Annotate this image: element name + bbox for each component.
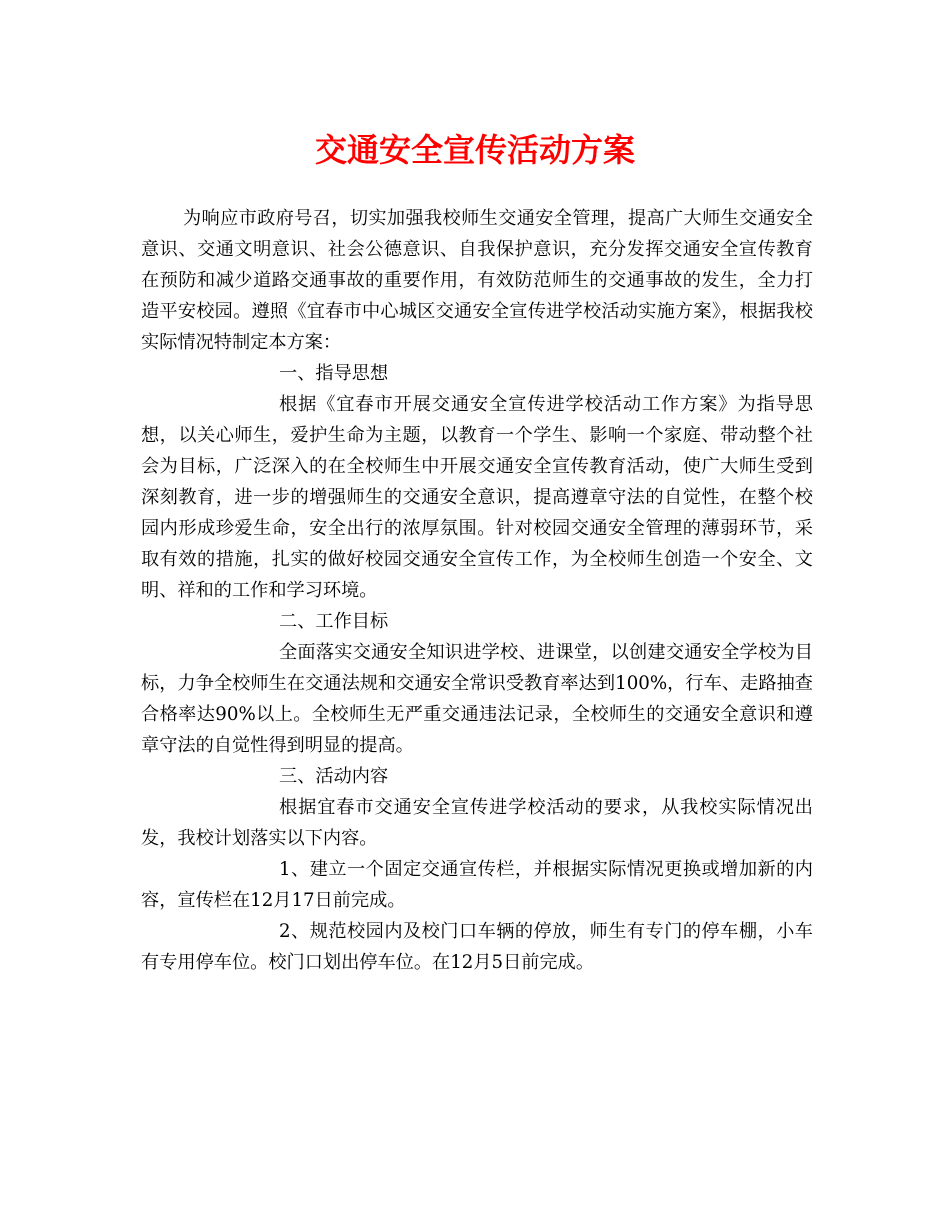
activity-content-paragraph: 根据宜春市交通安全宣传进学校活动的要求，从我校实际情况出发，我校计划落实以下内容。: [141, 797, 813, 849]
document-title: 交通安全宣传活动方案: [314, 131, 635, 169]
activity-item-2: 2、规范校园内及校门口车辆的停放，师生有专门的停车棚，小车有专用停车位。校门口划出停车位。在12月5日前完成。: [141, 921, 813, 973]
section-heading-guiding-ideology: 一、指导思想: [279, 363, 389, 384]
intro-paragraph: 为响应市政府号召，切实加强我校师生交通安全管理，提高广大师生交通安全意识、交通文明意识、社会公德意识、自我保护意识，充分发挥交通安全宣传教育在预防和减少道路交通事故的重要作用，有效防范师生的交通事故的发生，全力打造平安校园。遵照《宜春市中心城区交通安全宣传进学校活动实施方案》，根据我校实际情况特制定本方案：: [141, 208, 813, 353]
activity-item-1: 1、建立一个固定交通宣传栏，并根据实际情况更换或增加新的内容，宣传栏在12月17日前完成。: [141, 859, 813, 911]
work-goals-paragraph: 全面落实交通安全知识进学校、进课堂，以创建交通安全学校为目标，力争全校师生在交通法规和交通安全常识受教育率达到100%，行车、走路抽查合格率达90%以上。全校师生无严重交通违法记录，全校师生的交通安全意识和遵章守法的自觉性得到明显的提高。: [141, 642, 813, 756]
section-heading-activity-content: 三、活动内容: [279, 766, 389, 787]
section-heading-work-goals: 二、工作目标: [279, 611, 389, 632]
document-body: [141, 203, 813, 978]
guiding-ideology-paragraph: 根据《宜春市开展交通安全宣传进学校活动工作方案》为指导思想，以关心师生，爱护生命为主题，以教育一个学生、影响一个家庭、带动整个社会为目标，广泛深入的在全校师生中开展交通安全宣传教育活动，使广大师生受到深刻教育，进一步的增强师生的交通安全意识，提高遵章守法的自觉性，在整个校园内形成珍爱生命，安全出行的浓厚氛围。针对校园交通安全管理的薄弱环节，采取有效的措施，扎实的做好校园交通安全宣传工作，为全校师生创造一个安全、文明、祥和的工作和学习环境。: [141, 394, 813, 601]
